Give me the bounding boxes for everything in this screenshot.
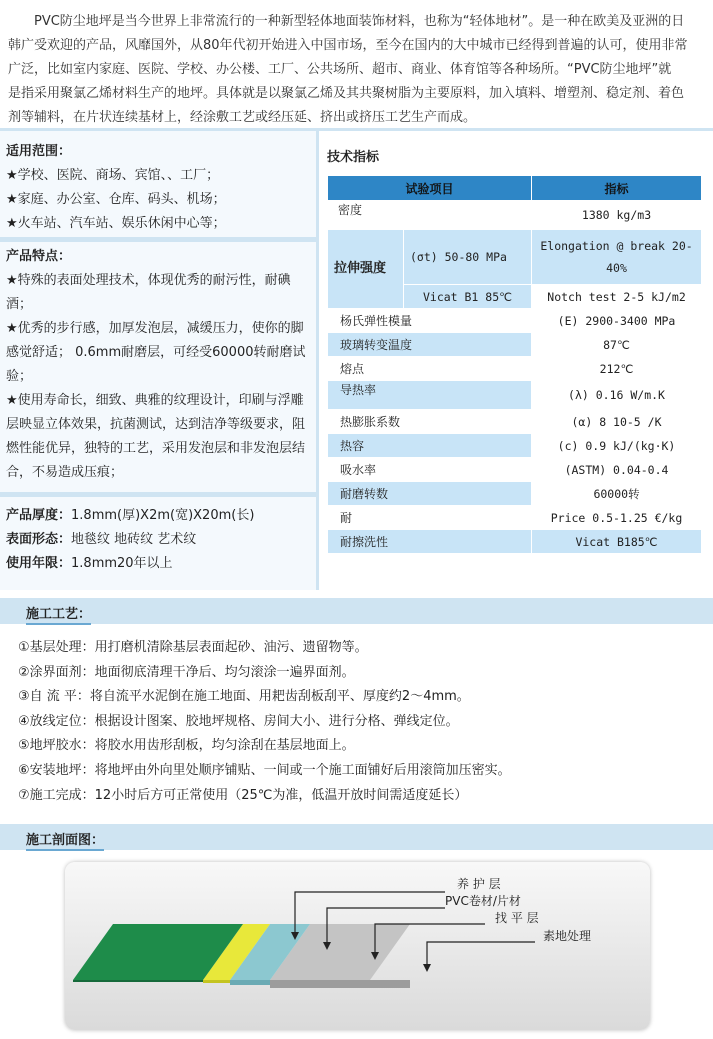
feature-line: ★使用寿命长，细致、典雅的纹理设计，印刷与浮雕 <box>6 393 304 408</box>
divider <box>0 492 316 497</box>
thickness-value: 1.8mm(厚)X2m(宽)X20m(长) <box>71 508 255 523</box>
table-header-row <box>328 176 702 201</box>
life-value: 1.8mm20年以上 <box>71 556 173 571</box>
process-step: ③自 流 平：将自流平水泥倒在施工地面、用耙齿刮板刮平、厚度约2～4mm。 <box>18 689 470 705</box>
surface-row <box>6 528 308 552</box>
row-label: 耐擦洗性 <box>328 530 532 554</box>
process-step: ⑤地坪胶水：将胶水用齿形刮板，均匀涂刮在基层地面上。 <box>18 738 355 754</box>
process-step: ②涂界面剂：地面彻底清理干净后、均匀滚涂一遍界面剂。 <box>18 664 355 680</box>
base-layer-front <box>270 980 410 988</box>
row-value: (λ) 0.16 W/m.K <box>532 381 702 410</box>
tensile-label: 拉伸强度 <box>328 230 404 309</box>
row-value: 87℃ <box>532 333 702 357</box>
tensile-sub2: Vicat B1 85℃ <box>404 285 532 309</box>
thickness-label: 产品厚度： <box>6 508 72 523</box>
layer-label-topcoat: 养 护 层 <box>457 877 501 891</box>
arrowhead-base <box>423 964 431 972</box>
row-label: 吸水率 <box>328 458 532 482</box>
tensile-sub1: (σt) 50-80 MPa <box>404 230 532 285</box>
process-step: ⑥安装地坪：将地坪由外向里处顺序铺贴、一间或一个施工面铺好后用滚筒加压密实。 <box>18 762 511 778</box>
table-row <box>328 357 702 381</box>
table-row <box>328 201 702 230</box>
table-row <box>328 410 702 434</box>
table-row <box>328 381 702 410</box>
feature-line: 合，不易造成压痕； <box>6 465 124 480</box>
process-step: ①基层处理：用打磨机清除基层表面起砂、油污、遗留物等。 <box>18 640 368 655</box>
process-step: ⑦施工完成：12小时后方可正常使用（25℃为准，低温开放时间需适度延长） <box>18 787 468 803</box>
feature-line: ★优秀的步行感，加厚发泡层，减缓压力，使你的脚 <box>6 321 304 336</box>
feature-line: 酒； <box>6 297 33 312</box>
topcoat-layer-front <box>73 980 203 982</box>
process-steps <box>18 636 698 808</box>
process-header <box>0 598 713 624</box>
scope-item: ★学校、医院、商场、宾馆、、工厂； <box>6 168 220 183</box>
surface-value: 地毯纹 地砖纹 艺术纹 <box>71 532 197 547</box>
tech-title: 技术指标 <box>327 150 380 165</box>
section-header <box>0 824 713 850</box>
surface-label: 表面形态： <box>6 532 72 547</box>
row-value: Vicat B185℃ <box>532 530 702 554</box>
row-label: 玻璃转变温度 <box>328 333 532 357</box>
scope-section <box>6 140 308 236</box>
thickness-row <box>6 504 308 528</box>
row-value: Price 0.5-1.25 €/kg <box>532 506 702 530</box>
pvc-layer-front <box>203 980 230 983</box>
row-value: 212℃ <box>532 357 702 381</box>
section-title: 施工剖面图： <box>26 829 104 851</box>
header-value: 指标 <box>532 176 702 201</box>
feature-line: 层映显立体效果，抗菌测试，达到洁净等级要求，阻 <box>6 417 306 432</box>
scope-item: ★家庭、办公室、仓库、码头、机场； <box>6 192 226 207</box>
scope-title: 适用范围： <box>6 144 72 159</box>
table-row <box>328 458 702 482</box>
table-row <box>328 482 702 506</box>
table-row <box>328 309 702 333</box>
table-row <box>328 333 702 357</box>
tensile-val2: Notch test 2-5 kJ/m2 <box>532 285 702 309</box>
tensile-val1: Elongation @ break 20-40% <box>532 230 702 285</box>
features-section <box>6 245 308 485</box>
row-value: (ASTM) 0.04-0.4 <box>532 458 702 482</box>
header-item: 试验项目 <box>328 176 532 201</box>
cross-section-diagram <box>65 862 650 1030</box>
density-value: 1380 kg/m3 <box>532 201 702 230</box>
intro-line: 韩广受欢迎的产品，风靡国外，从80年代初开始进入中国市场，至今在国内的大中城市已经得到普遍的认可，使用非常 <box>8 38 688 53</box>
row-label: 耐磨转数 <box>328 482 532 506</box>
process-title: 施工工艺： <box>26 603 91 625</box>
row-label: 熔点 <box>328 357 532 381</box>
row-label: 热膨胀系数 <box>328 410 532 434</box>
layer-label-leveling: 找 平 层 <box>495 911 539 925</box>
layer-label-base: 素地处理 <box>543 929 592 943</box>
process-step: ④放线定位：根据设计图案、胶地坪规格、房间大小、进行分格、弹线定位。 <box>18 713 459 729</box>
row-label: 导热率 <box>328 381 532 410</box>
row-value: (α) 8 10-5 /K <box>532 410 702 434</box>
intro-line: 是指采用聚氯乙烯材料生产的地坪。具体就是以聚氯乙烯及其共聚树脂为主要原料，加入填料、增塑剂、稳定剂、着色 <box>8 86 685 101</box>
density-label: 密度 <box>328 201 532 230</box>
table-row <box>328 506 702 530</box>
row-label: 杨氏弹性模量 <box>328 309 532 333</box>
table-row <box>328 530 702 554</box>
feature-line: ★特殊的表面处理技术，体现优秀的耐污性，耐碘 <box>6 273 291 288</box>
feature-line: 燃性能优异，独特的工艺，采用发泡层和非发泡层结 <box>6 441 306 456</box>
intro-line: PVC防尘地坪是当今世界上非常流行的一种新型轻体地面装饰材料，也称为“轻体地材”。是一种在欧美及亚洲的日 <box>34 14 685 29</box>
table-row <box>328 230 702 285</box>
feature-line: 感觉舒适； 0.6mm耐磨层，可经受60000转耐磨试 <box>6 345 306 360</box>
leveling-layer-front <box>230 980 270 985</box>
feature-line: 验； <box>6 369 33 384</box>
divider <box>0 237 316 242</box>
intro-line: 广泛，比如室内家庭、医院、学校、办公楼、工厂、公共场所、超市、商业、体育馆等各种场所。“PVC防尘地坪”就 <box>8 62 672 77</box>
scope-item: ★火车站、汽车站、娱乐休闲中心等； <box>6 216 226 231</box>
row-value: (c) 0.9 kJ/(kg·K) <box>532 434 702 458</box>
features-title: 产品特点： <box>6 249 72 264</box>
spec-table <box>327 175 702 554</box>
layer-label-pvc: PVC卷材/片材 <box>445 894 521 908</box>
intro-paragraph <box>8 10 698 130</box>
arrow-line-base <box>427 942 535 966</box>
cross-section-svg <box>65 862 650 1030</box>
life-label: 使用年限： <box>6 556 72 571</box>
row-value: (E) 2900-3400 MPa <box>532 309 702 333</box>
table-row <box>328 434 702 458</box>
row-label: 热容 <box>328 434 532 458</box>
product-specs-section <box>6 504 308 576</box>
row-label: 耐 <box>328 506 532 530</box>
life-row <box>6 552 308 576</box>
intro-line: 剂等辅料，在片状连续基材上，经涂敷工艺或经压延、挤出或挤压工艺生产而成。 <box>8 110 477 125</box>
row-value: 60000转 <box>532 482 702 506</box>
